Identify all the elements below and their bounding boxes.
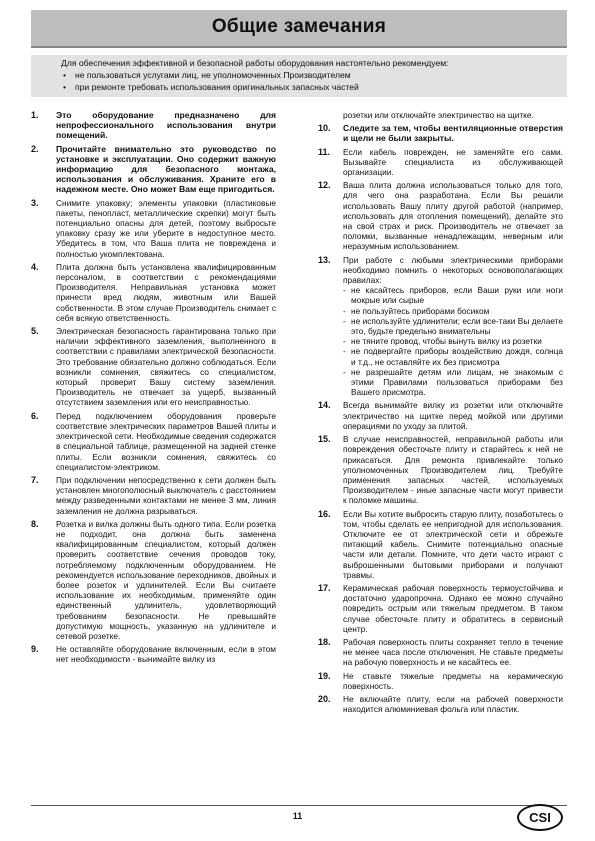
item-number: 9. <box>31 644 39 655</box>
list-item <box>318 180 563 251</box>
item-text: Не оставляйте оборудование включенным, если в этом нет необходимости - вынимайте вилку из <box>56 644 276 665</box>
page-title: Общие замечания <box>211 16 387 37</box>
title-bar <box>31 10 567 48</box>
item-text: В случае неисправностей, неправильной работы или повреждения обесточьте плиту и старайтесь к ней не прикасаться. Для ремонта привлекайте только уполномоченных Производителем лиц. Требуйте применения запасных частей, используемых Производителем - иные запасные части могут привести к поломке машины. <box>343 434 563 506</box>
list-item <box>318 400 563 431</box>
list-item <box>318 509 563 580</box>
list-item <box>318 694 563 714</box>
list-item <box>318 637 563 668</box>
item-text: При подключении непосредственно к сети должен быть установлен многополюсный выключатель с расстоянием между разведенными контактами не менее 3 мм, линия заземления не должна разрываться. <box>56 474 276 516</box>
item-number: 13. <box>318 254 331 265</box>
item-text: Плита должна быть установлена квалифицированным персоналом, в соответствии с рекомендациями Производителя. Неправильная установка может принести вред людям, животным или Вашей собственности. В этом случае Производитель снимает с себя всякую ответственность. <box>56 261 276 323</box>
footer-divider <box>31 805 567 806</box>
item-number: 12. <box>318 180 331 191</box>
item-number: 8. <box>31 518 39 529</box>
list-item <box>31 326 276 408</box>
item-number: 16. <box>318 508 331 519</box>
item-text: Если Вы хотите выбросить старую плиту, позаботьтесь о том, чтобы сделать ее непригодной для использования. Отключите ее от электрической сети и обрежьте питающий кабель. Снимите потенциально опасные части или детали. Помните, что дети часто играют с выброшенными бытовыми приборами и получают травмы. <box>343 508 563 580</box>
item-number: 1. <box>31 110 39 120</box>
intro-box <box>31 55 567 97</box>
item-text: Это оборудование предназначено для непрофессионального использования внутри помещений. <box>56 110 276 141</box>
item-text: Следите за тем, чтобы вентиляционные отверстия и щели не были закрыты. <box>343 123 563 144</box>
list-item <box>31 198 276 259</box>
item-text: Не ставьте тяжелые предметы на керамическую поверхность. <box>343 670 563 691</box>
item-number: 19. <box>318 670 331 681</box>
item-number: 7. <box>31 474 39 485</box>
rules-list <box>343 285 563 397</box>
rule-item: - не касайтесь приборов, если Ваши руки или ноги мокрые или сырые <box>343 285 563 305</box>
list-item <box>318 123 563 143</box>
left-column <box>31 110 276 668</box>
list-item <box>31 411 276 472</box>
list-item <box>31 144 276 195</box>
list-item <box>31 262 276 323</box>
item-text: Керамическая рабочая поверхность термоустойчива и достаточно ударопрочна. Однако ее можно случайно повредить острым или тяжелым предметом. В таком случае обесточьте плиту и обратитесь в сервисный центр. <box>343 582 563 634</box>
item-text: Не включайте плиту, если на рабочей поверхности находится алюминиевая фольга или пластик. <box>343 693 563 715</box>
item-number: 18. <box>318 636 331 647</box>
item-text: Всегда вынимайте вилку из розетки или отключайте электричество на щитке перед мойкой или другими операциями по уходу за плитой. <box>343 400 563 431</box>
list-item <box>318 434 563 505</box>
intro-bullet: • при ремонте требовать использования оригинальных запасных частей <box>61 81 559 93</box>
item-text: розетки или отключайте электричество на щитке. <box>343 110 534 120</box>
right-column <box>318 110 563 717</box>
item-text: Розетка и вилка должны быть одного типа. Если розетка не подходит, она должна быть заменена квалифицированным специалистом, который должен проверить соответствие сечения проводов току, потребляемому подключенным оборудованием. Не рекомендуется использование переходников, двойных и более розеток и удлинителей. Если Вы считаете использование их необходимым, применяйте один единственный удлинитель, удовлетворяющий требованиям безопасности. Не превышайте допустимую мощность, указанную на удлинителе и сетевой розетке. <box>56 518 276 641</box>
list-item <box>31 110 276 141</box>
list-item <box>318 671 563 691</box>
item-text: Электрическая безопасность гарантирована только при наличии эффективного заземления, выполненного в соответствии с правилами электрической безопасности. Это требование обязательно должно соблюдаться. Если возникли сомнения, свяжитесь со специалистом, который проверит Вашу систему заземления. Производитель не отвечает за ущерб, вызванный отсутствием заземления или его неисправностью. <box>56 326 276 408</box>
rule-item: - не используйте удлинители; если все-таки Вы делаете это, будьте предельно внимательны <box>343 316 563 336</box>
list-item <box>31 519 276 641</box>
list-item <box>318 255 563 398</box>
item-text: Ваша плита должна использоваться только для того, для чего она разработана. Если Вы решили использовать Вашу плиту другой работой (например, использовать для отопления помещений), делайте это на свой страх и риск. Производитель не отвечает за поломки, вызванные ненадлежащим, неверным или неразумным использованием. <box>343 180 563 252</box>
item-number: 10. <box>318 123 331 134</box>
item-text: Снимите упаковку; элементы упаковки (пластиковые пакеты, пенопласт, металлические скрепки) могут быть потенциально опасны для детей, поэтому выбросьте упаковку сразу же или уберите в недоступное место. Убедитесь в том, что Ваша плита не повреждена и полностью укомплектована. <box>56 197 276 259</box>
item-text: При работе с любыми электрическими приборами необходимо помнить о некоторых основополагающих правилах: <box>343 254 563 286</box>
rule-item: - не подвергайте приборы воздействию дождя, солнца и т.д., не оставляйте их без присмотра <box>343 346 563 366</box>
page-number: 11 <box>292 811 303 821</box>
item-number: 6. <box>31 410 39 421</box>
item-number: 4. <box>31 261 39 272</box>
list-item <box>318 583 563 634</box>
item-text: Прочитайте внимательно это руководство по установке и эксплуатации. Оно содержит важную информацию для безопасного монтажа, использования и обслуживания. Храните его в надежном месте. Оно может Вам еще пригодиться. <box>56 143 276 195</box>
list-item <box>318 147 563 178</box>
item-text: Рабочая поверхность плиты сохраняет тепло в течение не менее часа после отключения. Не ставьте предметы на рабочую поверхность и не касайтесь ее. <box>343 636 563 668</box>
csi-logo: CSI <box>517 804 563 831</box>
intro-bullet: • не пользоваться услугами лиц, не уполномоченных Производителем <box>61 69 559 81</box>
item-text: Если кабель поврежден, не заменяйте его сами. Вызывайте специалиста из обслуживающей организации. <box>343 146 563 178</box>
continued-text <box>318 110 563 120</box>
item-number: 5. <box>31 326 39 337</box>
list-item <box>31 644 276 664</box>
item-number: 3. <box>31 197 39 208</box>
intro-lead: Для обеспечения эффективной и безопасной работы оборудования настоятельно рекомендуем: <box>61 58 449 68</box>
item-number: 11. <box>318 146 331 157</box>
item-number: 17. <box>318 582 331 593</box>
item-number: 20. <box>318 693 331 704</box>
rule-item: - не тяните провод, чтобы вынуть вилку из розетки <box>343 336 563 346</box>
rule-item: - не пользуйтесь приборами босиком <box>343 306 563 316</box>
list-item <box>31 475 276 516</box>
item-text: Перед подключением оборудования проверьте соответствие электрических параметров Вашей плиты и электрической сети. Необходимые сведения содержатся в специальной таблице, размещенной на задней стенке плиты. Если возникли сомнения, свяжитесь со специалистом-электриком. <box>56 410 276 472</box>
item-number: 2. <box>31 143 39 154</box>
item-number: 14. <box>318 400 331 411</box>
item-number: 15. <box>318 434 331 445</box>
intro-bullets <box>61 69 559 93</box>
rule-item: - не разрешайте детям или лицам, не знакомым с этими Правилами пользоваться приборами без Вашего присмотра. <box>343 367 563 398</box>
